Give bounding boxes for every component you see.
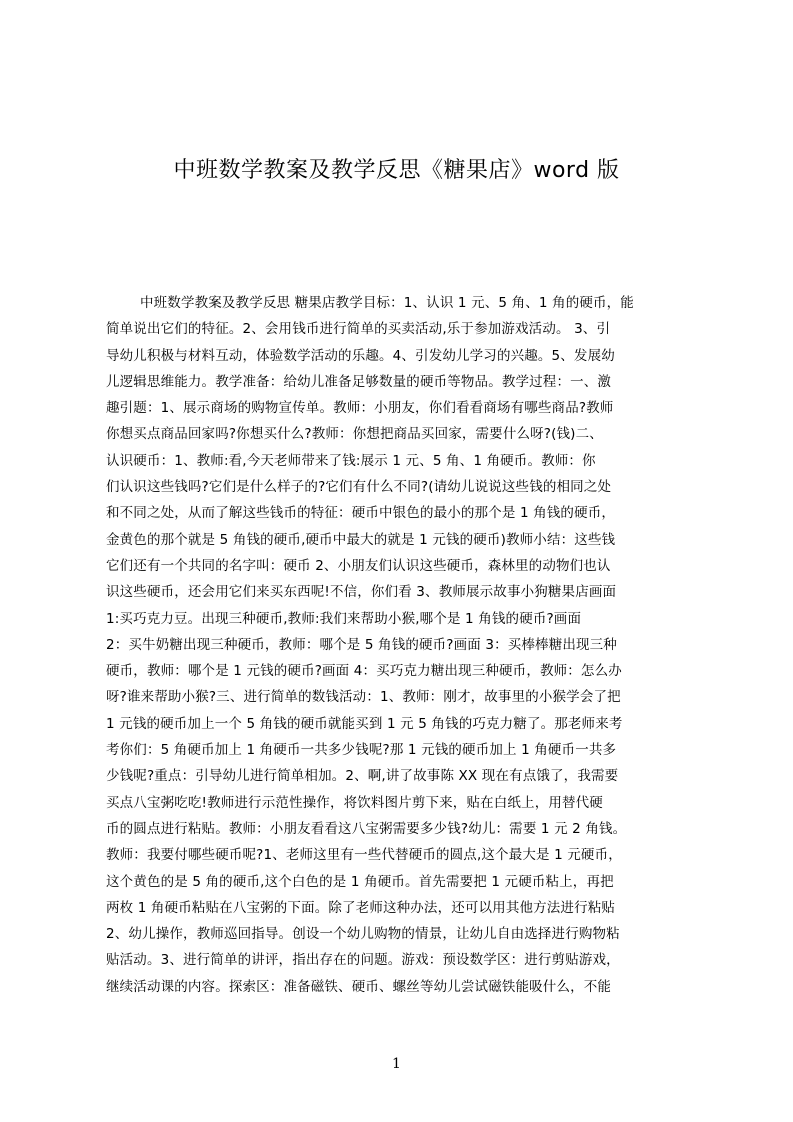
body-line: 2、幼儿操作，教师巡回指导。创设一个幼儿购物的情景，让幼儿自由选择进行购物粘: [106, 926, 620, 943]
body-line: 简单说出它们的特征。2、会用钱币进行简单的买卖活动,乐于参加游戏活动。 3、引: [106, 321, 611, 338]
body-line: 币的圆点进行粘贴。教师：小朋友看看这八宝粥需要多少钱?幼儿：需要 1 元 2 角钱。: [106, 820, 627, 837]
body-line: 认识硬币：1、教师:看,今天老师带来了钱:展示 1 元、5 角、1 角硬币。教师：你: [106, 452, 596, 469]
body-line: 1:买巧克力豆。出现三种硬币,教师:我们来帮助小猴,哪个是 1 角钱的硬币?画面: [106, 610, 582, 627]
body-line: 这个黄色的是 5 角的硬币,这个白色的是 1 角硬币。首先需要把 1 元硬币粘上，再把: [106, 873, 614, 890]
body-line: 识这些硬币，还会用它们来买东西呢!不信，你们看 3、教师展示故事小狗糖果店画面: [106, 584, 617, 601]
document-title: 中班数学教案及教学反思《糖果店》word 版: [173, 157, 620, 183]
body-line: 继续活动课的内容。探索区：准备磁铁、硬币、螺丝等幼儿尝试磁铁能吸什么，不能: [106, 978, 612, 995]
body-line: 中班数学教案及教学反思 糖果店教学目标：1、认识 1 元、5 角、1 角的硬币，能: [140, 295, 634, 311]
body-line: 贴活动。3、进行简单的讲评，指出存在的问题。游戏：预设数学区：进行剪贴游戏，: [106, 952, 620, 969]
body-line: 硬币，教师：哪个是 1 元钱的硬币?画面 4：买巧克力糖出现三种硬币，教师：怎么办: [106, 663, 622, 680]
body-line: 和不同之处，从而了解这些钱币的特征：硬币中银色的最小的那个是 1 角钱的硬币，: [106, 505, 616, 522]
body-line: 两枚 1 角硬币粘贴在八宝粥的下面。除了老师这种办法，还可以用其他方法进行粘贴: [106, 899, 616, 916]
body-line: 儿逻辑思维能力。教学准备：给幼儿准备足够数量的硬币等物品。教学过程：一、激: [106, 373, 612, 390]
body-line: 金黄色的那个就是 5 角钱的硬币,硬币中最大的就是 1 元钱的硬币)教师小结：这些钱: [106, 531, 616, 548]
page-number: 1: [392, 1056, 401, 1072]
body-line: 们认识这些钱吗?它们是什么样子的?它们有什么不同?(请幼儿说说这些钱的相同之处: [106, 479, 612, 496]
body-line: 少钱呢?重点：引导幼儿进行简单相加。2、啊,讲了故事陈 XX 现在有点饿了，我需要: [106, 768, 619, 785]
body-line: 呀?谁来帮助小猴?三、进行简单的数钱活动：1、教师：刚才，故事里的小猴学会了把: [106, 689, 621, 706]
body-line: 趣引题：1、展示商场的购物宣传单。教师：小朋友，你们看看商场有哪些商品?教师: [106, 400, 614, 417]
body-line: 它们还有一个共同的名字叫：硬币 2、小朋友们认识这些硬币，森林里的动物们也认: [106, 557, 611, 574]
document-body: [106, 290, 698, 1000]
body-line: 1 元钱的硬币加上一个 5 角钱的硬币就能买到 1 元 5 角钱的巧克力糖了。那老师来考: [106, 715, 623, 732]
body-line: 2：买牛奶糖出现三种硬币，教师：哪个是 5 角钱的硬币?画面 3：买棒棒糖出现三种: [106, 636, 617, 653]
body-line: 教师：我要付哪些硬币呢?1、老师这里有一些代替硬币的圆点,这个最大是 1 元硬币，: [106, 847, 622, 864]
body-line: 考你们：5 角硬币加上 1 角硬币一共多少钱呢?那 1 元钱的硬币加上 1 角硬币一共多: [106, 742, 617, 759]
body-line: 你想买点商品回家吗?你想买什么?教师：你想把商品买回家，需要什么呀?(钱)二、: [106, 426, 603, 443]
body-line: 买点八宝粥吃吃!教师进行示范性操作，将饮料图片剪下来，贴在白纸上，用替代硬: [106, 794, 603, 811]
body-line: 导幼儿积极与材料互动，体验数学活动的乐趣。4、引发幼儿学习的兴趣。5、发展幼: [106, 347, 615, 364]
